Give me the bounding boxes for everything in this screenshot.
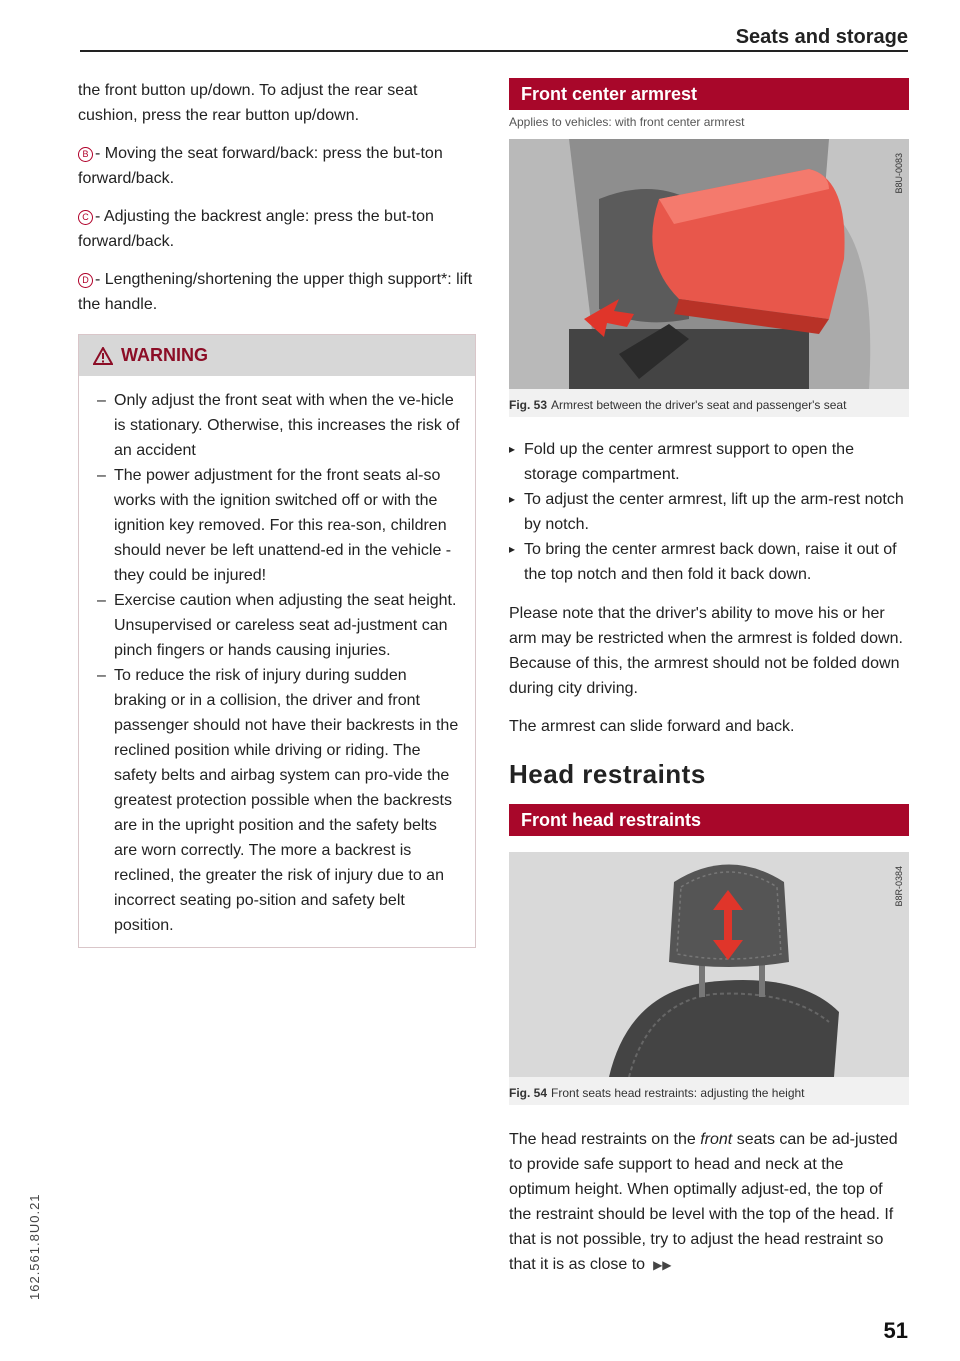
warning-item: – Only adjust the front seat with when the ve-hicle is stationary. Otherwise, this increases the risk of an accident <box>94 388 461 463</box>
armrest-slide-note: The armrest can slide forward and back. <box>509 718 795 735</box>
head-restraint-paragraph <box>509 1127 909 1278</box>
bullet-item: ▸ To adjust the center armrest, lift up the arm-rest notch by notch. <box>509 487 909 537</box>
head-restraint-illustration <box>509 852 909 1077</box>
page-number: 51 <box>883 1318 908 1343</box>
circle-d-icon: D <box>78 273 93 288</box>
para-text: The head restraints on the <box>509 1131 701 1148</box>
armrest-note: Please note that the driver's ability to move his or her arm may be restricted when the armrest is folded down. Because of this, the armrest should not be folded down during city driving. <box>509 605 903 697</box>
item-b <box>78 141 476 191</box>
left-column <box>78 78 476 948</box>
warning-title: WARNING <box>121 345 208 365</box>
section-header: Seats and storage <box>735 26 908 48</box>
figure-code: B8R-0384 <box>894 866 904 907</box>
intro-paragraph: the front button up/down. To adjust the rear seat cushion, press the rear button up/down. <box>78 82 418 124</box>
right-column <box>509 78 909 1278</box>
figure-caption-text: Armrest between the driver's seat and passenger's seat <box>551 398 847 412</box>
figure-label: Fig. 53 <box>509 398 548 412</box>
warning-item: – The power adjustment for the front seats al-so works with the ignition switched off or with the ignition key removed. For this rea-son, children should never be left unattend-ed in the vehicle - they could be injured! <box>94 463 461 588</box>
warning-box <box>78 334 476 948</box>
armrest-section-title: Front center armrest <box>509 78 909 110</box>
figure-caption-text: Front seats head restraints: adjusting the height <box>551 1086 805 1100</box>
circle-b-icon: B <box>78 147 93 162</box>
warning-header <box>79 335 475 376</box>
item-c-text: - Adjusting the backrest angle: press the but-ton forward/back. <box>78 208 434 250</box>
circle-c-icon: C <box>78 210 93 225</box>
header-rule <box>80 50 908 52</box>
item-c <box>78 204 476 254</box>
document-code: 162.561.8U0.21 <box>27 1193 42 1300</box>
continue-arrow-icon: ▶▶ <box>653 1258 672 1272</box>
head-restraint-figure <box>509 852 909 1077</box>
item-b-text: - Moving the seat forward/back: press the but-ton forward/back. <box>78 145 443 187</box>
warning-triangle-icon <box>93 347 113 365</box>
warning-body <box>79 376 475 947</box>
para-text: seats can be ad-justed to provide safe support to head and neck at the optimum height. When optimally adjust-ed, the top of the restraint should be level with the top of the head. If that is not possible, try to adjust the head restraint so that it is as close to <box>509 1131 898 1273</box>
applies-note: Applies to vehicles: with front center armrest <box>509 115 745 129</box>
warning-item: – Exercise caution when adjusting the seat height. Unsupervised or careless seat ad-justment can pinch fingers or hands causing injuries. <box>94 588 461 663</box>
item-d <box>78 267 476 317</box>
figure-caption <box>509 389 909 417</box>
item-d-text: - Lengthening/shortening the upper thigh support*: lift the handle. <box>78 271 473 313</box>
armrest-figure <box>509 139 909 389</box>
figure-caption <box>509 1077 909 1105</box>
head-restraints-heading: Head restraints <box>509 759 706 789</box>
armrest-illustration <box>509 139 909 389</box>
figure-label: Fig. 54 <box>509 1086 548 1100</box>
figure-code: B8U-0083 <box>894 153 904 194</box>
warning-item: – To reduce the risk of injury during sudden braking or in a collision, the driver and front passenger should not have their backrests in the reclined position while driving or riding. The safety belts and airbag system can pro-vide the greatest protection possible when the backrests are in the upright position and the safety belts are worn correctly. The more a backrest is reclined, the greater the risk of injury due to an incorrect seating po-sition and safety belt position. <box>94 663 461 938</box>
para-emphasis: front <box>700 1131 733 1148</box>
front-head-restraints-title: Front head restraints <box>509 804 909 836</box>
bullet-item: ▸ To bring the center armrest back down, raise it out of the top notch and then fold it back down. <box>509 537 909 587</box>
bullet-item: ▸ Fold up the center armrest support to open the storage compartment. <box>509 437 909 487</box>
